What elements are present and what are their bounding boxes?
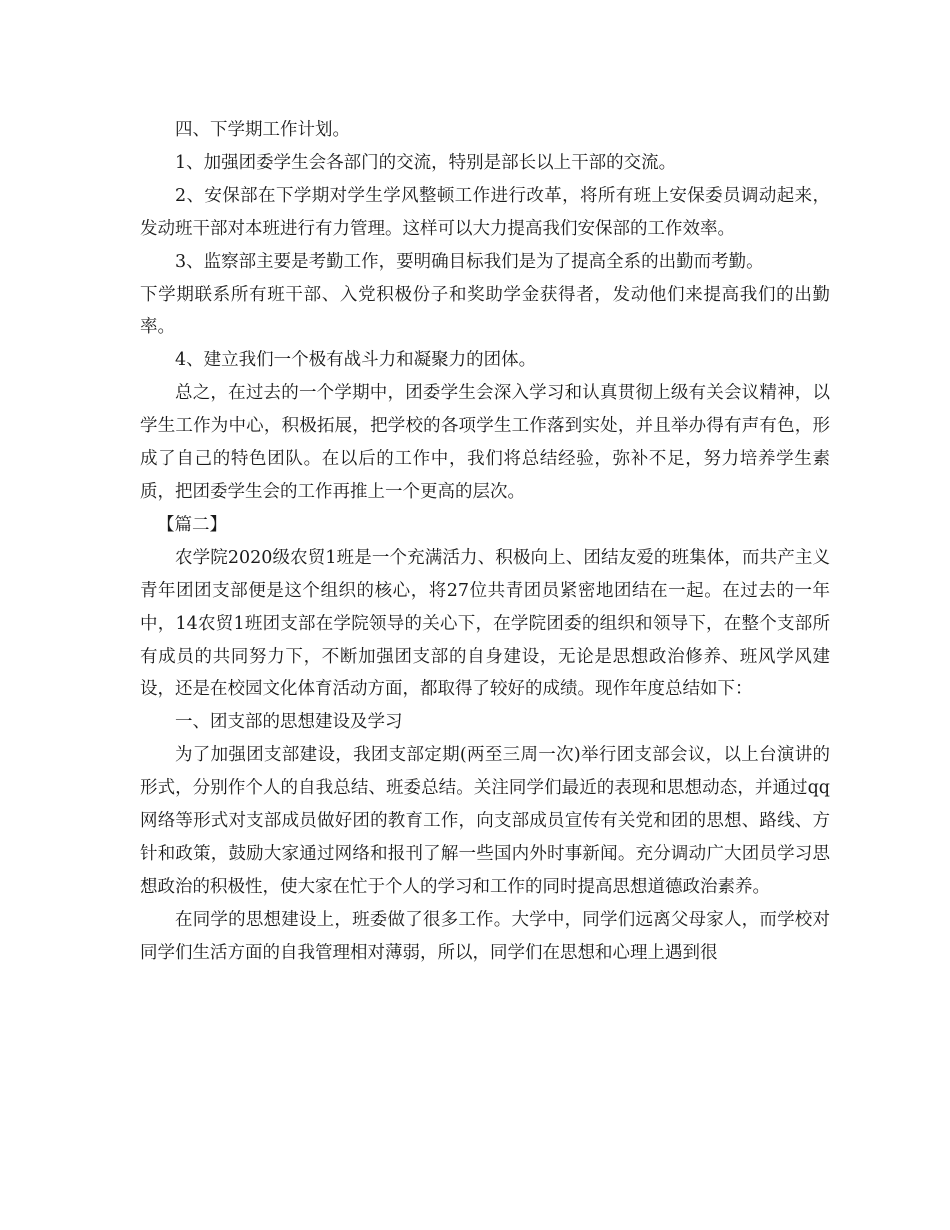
document-body — [140, 114, 830, 970]
part-two-heading: 【篇二】 — [157, 514, 227, 535]
summary-paragraph: 总之，在过去的一个学期中，团委学生会深入学习和认真贯彻上级有关会议精神，以学生工作为中心，积极拓展，把学校的各项学生工作落到实处，并且举办得有声有色，形成了自己的特色团队。在以后的工作中，我们将总结经验，弥补不足，努力培养学生素质，把团委学生会的工作再推上一个更高的层次。 — [140, 383, 830, 502]
class-intro-paragraph: 农学院2020级农贸1班是一个充满活力、积极向上、团结友爱的班集体，而共产主义青年团团支部便是这个组织的核心，将27位共青团员紧密地团结在一起。在过去的一年中，14农贸1班团支部在学院领导的关心下，在学院团委的组织和领导下，在整个支部所有成员的共同努力下，不断加强团支部的自身建设，无论是思想政治修养、班风学风建设，还是在校园文化体育活动方面，都取得了较好的成绩。现作年度总结如下： — [140, 547, 830, 700]
plan-item-3-continued: 下学期联系所有班干部、入党积极份子和奖助学金获得者，发动他们来提高我们的出勤率。 — [140, 284, 830, 338]
section-heading-ideological-building: 一、团支部的思想建设及学习 — [175, 712, 403, 733]
plan-item-2: 2、安保部在下学期对学生学风整顿工作进行改革，将所有班上安保委员调动起来，发动班干部对本班进行有力管理。这样可以大力提高我们安保部的工作效率。 — [140, 185, 830, 239]
plan-item-1: 1、加强团委学生会各部门的交流，特别是部长以上干部的交流。 — [175, 152, 677, 173]
student-ideology-paragraph: 在同学的思想建设上，班委做了很多工作。大学中，同学们远离父母家人，而学校对同学们生活方面的自我管理相对薄弱，所以，同学们在思想和心理上遇到很 — [140, 909, 830, 963]
plan-item-4: 4、建立我们一个极有战斗力和凝聚力的团体。 — [175, 350, 537, 371]
section-heading-next-term-plan: 四、下学期工作计划。 — [175, 120, 350, 140]
plan-item-3: 3、监察部主要是考勤工作，要明确目标我们是为了提高全系的出勤而考勤。 — [175, 251, 764, 272]
ideological-building-paragraph: 为了加强团支部建设，我团支部定期(两至三周一次)举行团支部会议，以上台演讲的形式，分别作个人的自我总结、班委总结。关注同学们最近的表现和思想动态，并通过qq网络等形式对支部成员做好团的教育工作，向支部成员宣传有关党和团的思想、路线、方针和政策，鼓励大家通过网络和报刊了解一些国内外时事新闻。充分调动广大团员学习思想政治的积极性，使大家在忙于个人的学习和工作的同时提高思想道德政治素养。 — [140, 745, 830, 897]
